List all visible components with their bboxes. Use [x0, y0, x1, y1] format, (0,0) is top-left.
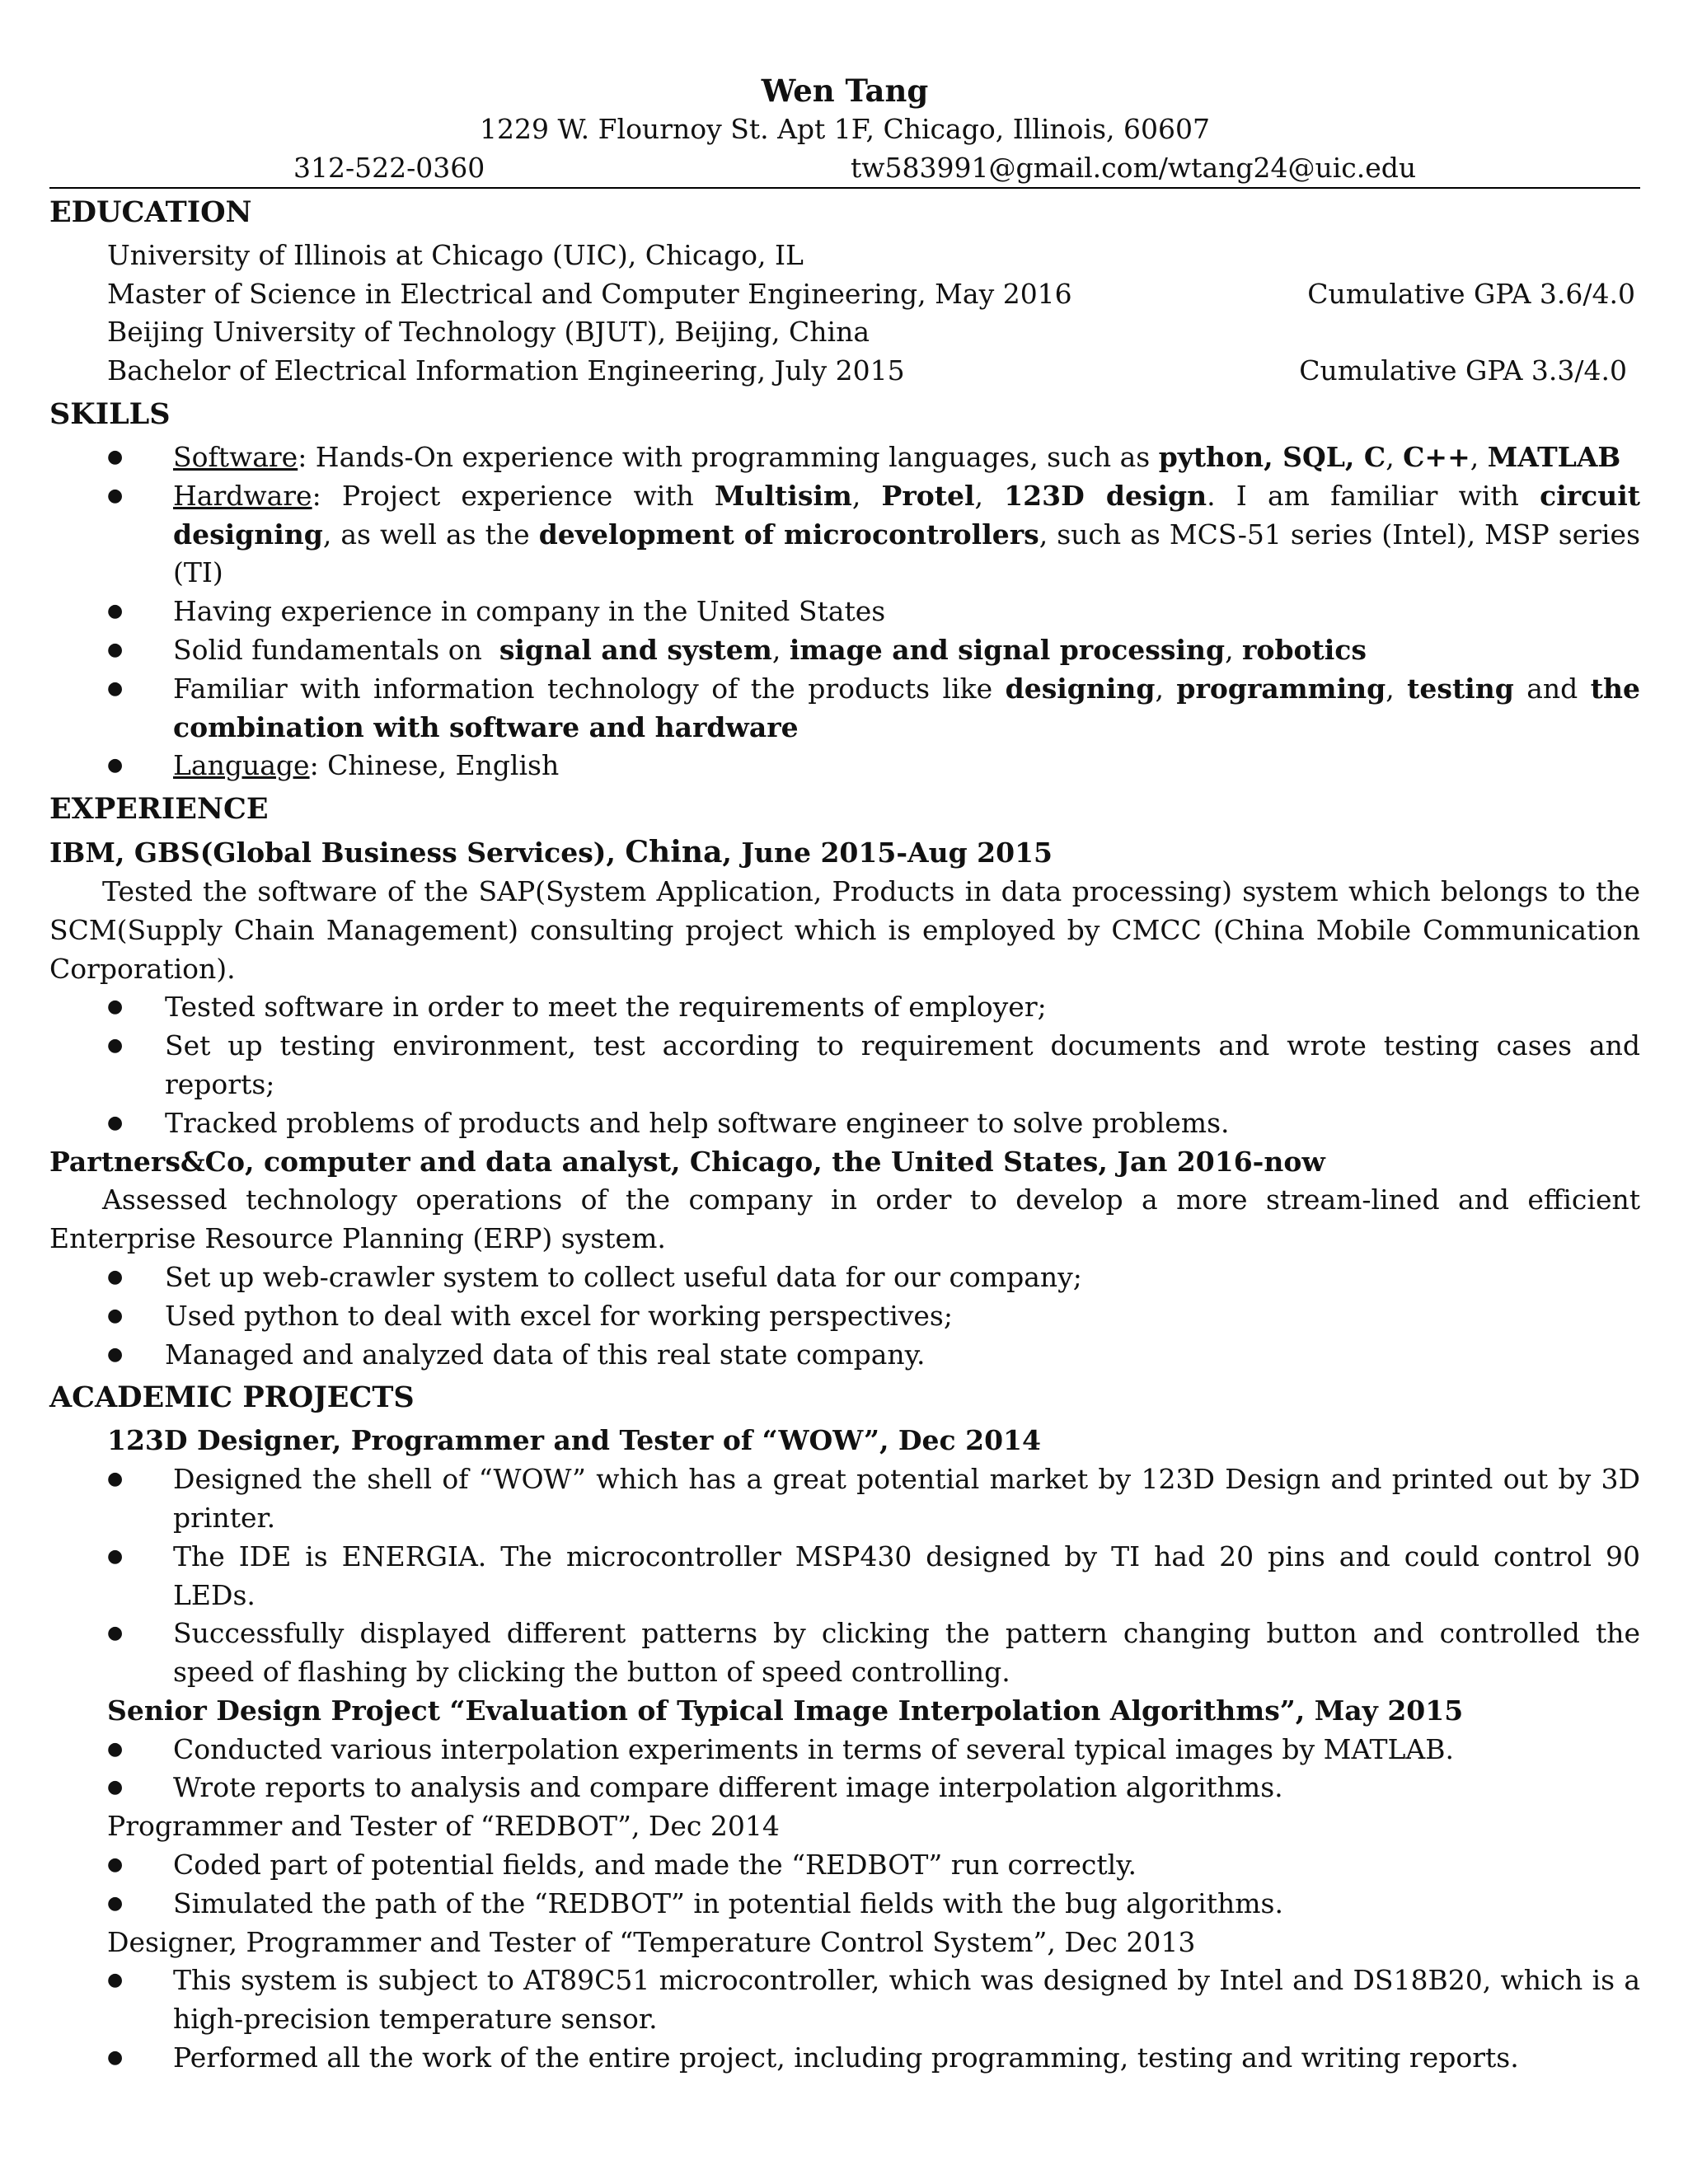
list-item: [49, 1104, 1640, 1143]
list-item: [49, 438, 1640, 477]
bullet-text: Managed and analyzed data of this real state company.: [165, 1338, 926, 1371]
candidate-name: Wen Tang: [761, 73, 929, 109]
bullet-text: Tested software in order to meet the requirements of employer;: [165, 991, 1047, 1024]
skill-text: Familiar with information technology of the products like: [173, 672, 1006, 705]
project-bullets-temperature: [49, 1961, 1640, 2077]
skill-text: : Hands-On experience with programming languages, such as: [298, 440, 1159, 473]
job-bullets-partners: [49, 1258, 1640, 1374]
job-title-part: China: [625, 835, 723, 870]
bullet-icon: ●: [107, 639, 124, 660]
skill-text: , such as MCS-51 series (Intel), MSP series (TI): [173, 518, 1640, 589]
skill-text: , as well as the: [322, 518, 539, 551]
skill-keyword: image and signal processing: [789, 633, 1226, 666]
project-title-temperature: Designer, Programmer and Tester of “Temperature Control System”, Dec 2013: [107, 1925, 1196, 1958]
bullet-text: Set up web-crawler system to collect useful data for our company;: [165, 1260, 1082, 1293]
skill-keyword: circuit designing: [173, 479, 1640, 551]
bullet-icon: ●: [107, 996, 124, 1018]
skill-keyword: python, SQL, C: [1158, 440, 1386, 473]
project-bullets-wow: [49, 1460, 1640, 1692]
skill-text: ,: [771, 633, 790, 666]
skill-text: ,: [1225, 633, 1243, 666]
list-item: [49, 1961, 1640, 2039]
skill-keyword: designing: [1005, 672, 1156, 705]
job-title-part: IBM, GBS(Global Business Services),: [49, 837, 626, 869]
skill-text: : Project experience with: [312, 479, 715, 512]
skill-keyword: 123D design: [1004, 479, 1207, 512]
list-item: [49, 1297, 1640, 1336]
list-item: [49, 631, 1640, 670]
skill-keyword: robotics: [1242, 633, 1367, 666]
bullet-text: Wrote reports to analysis and compare different image interpolation algorithms.: [173, 1771, 1283, 1804]
bullet-text: Simulated the path of the “REDBOT” in potential fields with the bug algorithms.: [173, 1886, 1283, 1919]
list-item: [49, 1885, 1640, 1924]
skill-keyword: programming: [1176, 672, 1386, 705]
email-address: tw583991@gmail.com/wtang24@uic.edu: [851, 151, 1417, 184]
bullet-icon: ●: [107, 1469, 124, 1490]
degree-ms: Master of Science in Electrical and Computer Engineering, May 2016: [107, 277, 1072, 310]
list-item: [49, 988, 1640, 1027]
skill-keyword: C++: [1403, 440, 1470, 473]
school-uic: University of Illinois at Chicago (UIC), Chicago, IL: [107, 238, 804, 271]
bullet-icon: ●: [107, 485, 124, 506]
project-title-wow: 123D Designer, Programmer and Tester of “WOW”, Dec 2014: [107, 1424, 1041, 1457]
skill-text: Having experience in company in the United States: [173, 595, 886, 628]
list-item: [49, 1027, 1640, 1104]
bullet-icon: ●: [107, 1623, 124, 1644]
bullet-icon: ●: [107, 1305, 124, 1326]
skill-keyword: signal and system: [499, 633, 772, 666]
skill-text: . I am familiar with: [1207, 479, 1540, 512]
address: 1229 W. Flournoy St. Apt 1F, Chicago, Illinois, 60607: [480, 113, 1210, 145]
gpa-ms: Cumulative GPA 3.6/4.0: [1307, 277, 1635, 310]
bullet-icon: ●: [107, 1854, 124, 1876]
list-item: [49, 1258, 1640, 1297]
list-item: [49, 593, 1640, 631]
bullet-icon: ●: [107, 446, 124, 467]
bullet-text: This system is subject to AT89C51 microcontroller, which was designed by Intel and DS18B20, which is a high-precision temperature sensor.: [173, 1964, 1640, 2036]
bullet-text: Coded part of potential fields, and made the “REDBOT” run correctly.: [173, 1849, 1137, 1882]
list-item: [49, 1769, 1640, 1807]
skill-text: Solid fundamentals on: [173, 633, 499, 666]
list-item: [49, 477, 1640, 593]
list-item: [49, 670, 1640, 748]
job-title-partners: Partners&Co, computer and data analyst, Chicago, the United States, Jan 2016-now: [49, 1145, 1325, 1178]
bullet-icon: ●: [107, 1892, 124, 1914]
list-item: [49, 1731, 1640, 1769]
skill-text: ,: [974, 479, 1005, 512]
bullet-icon: ●: [107, 1777, 124, 1798]
skills-heading: SKILLS: [49, 396, 171, 431]
phone-number: 312-522-0360: [293, 151, 485, 184]
bullet-icon: ●: [107, 1266, 124, 1287]
project-title-redbot: Programmer and Tester of “REDBOT”, Dec 2014: [107, 1810, 780, 1843]
list-item: [49, 747, 1640, 785]
project-title-senior-design: Senior Design Project “Evaluation of Typical Image Interpolation Algorithms”, May 2015: [107, 1694, 1464, 1727]
project-bullets-senior-design: [49, 1731, 1640, 1808]
contact-line: [49, 149, 1640, 189]
skill-label-language: Language: [173, 749, 310, 782]
bullet-icon: ●: [107, 1738, 124, 1760]
bullet-icon: ●: [107, 1545, 124, 1567]
job-title-part: , June 2015-Aug 2015: [722, 837, 1053, 869]
bullet-icon: ●: [107, 1112, 124, 1133]
skill-label-software: Software: [173, 440, 298, 473]
bullet-text: Set up testing environment, test according to requirement documents and wrote testing cases and reports;: [165, 1029, 1640, 1100]
skill-keyword: the combination with software and hardware: [173, 672, 1640, 743]
bullet-text: Used python to deal with excel for working perspectives;: [165, 1299, 953, 1332]
bullet-text: The IDE is ENERGIA. The microcontroller MSP430 designed by TI had 20 pins and could control 90 LEDs.: [173, 1540, 1640, 1611]
skill-keyword: testing: [1407, 672, 1514, 705]
bullet-icon: ●: [107, 1343, 124, 1365]
skill-text: ,: [1386, 440, 1404, 473]
skill-text: : Chinese, English: [309, 749, 560, 782]
list-item: [49, 2039, 1640, 2078]
skill-keyword: MATLAB: [1487, 440, 1621, 473]
skill-keyword: Multisim: [714, 479, 852, 512]
bullet-text: Performed all the work of the entire project, including programming, testing and writing reports.: [173, 2041, 1519, 2074]
list-item: [49, 1538, 1640, 1615]
list-item: [49, 1615, 1640, 1692]
bullet-icon: ●: [107, 601, 124, 622]
projects-heading: ACADEMIC PROJECTS: [49, 1380, 415, 1415]
skill-text: ,: [851, 479, 882, 512]
bullet-icon: ●: [107, 2047, 124, 2069]
skill-keyword: development of microcontrollers: [538, 518, 1039, 551]
skill-text: and: [1513, 672, 1591, 705]
bullet-text: Successfully displayed different patterns by clicking the pattern changing button and controlled the speed of flashing by clicking the button of speed controlling.: [173, 1617, 1640, 1689]
project-bullets-redbot: [49, 1846, 1640, 1924]
school-bjut: Beijing University of Technology (BJUT), Beijing, China: [107, 316, 870, 349]
list-item: [49, 1460, 1640, 1538]
skill-text: ,: [1155, 672, 1177, 705]
education-heading: EDUCATION: [49, 194, 252, 229]
bullet-icon: ●: [107, 1035, 124, 1057]
bullet-icon: ●: [107, 755, 124, 776]
gpa-bs: Cumulative GPA 3.3/4.0: [1299, 354, 1627, 387]
degree-row-bs: [49, 352, 1640, 391]
list-item: [49, 1336, 1640, 1375]
skill-text: ,: [1386, 672, 1408, 705]
degree-bs: Bachelor of Electrical Information Engineering, July 2015: [107, 354, 905, 387]
job-bullets-ibm: [49, 988, 1640, 1142]
bullet-text: Tracked problems of products and help software engineer to solve problems.: [165, 1106, 1230, 1139]
job-title-ibm: [49, 833, 1640, 873]
degree-row-ms: [49, 275, 1640, 314]
bullet-icon: ●: [107, 1970, 124, 1991]
bullet-icon: ●: [107, 677, 124, 699]
job-description-partners: Assessed technology operations of the company in order to develop a more stream-lined and efficient Enterprise Resource Planning (ERP) system.: [49, 1183, 1640, 1255]
experience-heading: EXPERIENCE: [49, 792, 269, 827]
bullet-text: Designed the shell of “WOW” which has a great potential market by 123D Design and printed out by 3D printer.: [173, 1463, 1640, 1534]
resume-page: [49, 71, 1640, 2078]
job-description-ibm: Tested the software of the SAP(System Application, Products in data processing) system which belongs to the SCM(Supply Chain Management) consulting project which is employed by CMCC (China Mobile Communication Corporation).: [49, 874, 1640, 985]
skills-list: [49, 438, 1640, 785]
list-item: [49, 1846, 1640, 1885]
skill-text: ,: [1470, 440, 1488, 473]
bullet-text: Conducted various interpolation experiments in terms of several typical images by MATLAB.: [173, 1732, 1454, 1765]
skill-keyword: Protel: [881, 479, 975, 512]
skill-label-hardware: Hardware: [173, 479, 312, 512]
